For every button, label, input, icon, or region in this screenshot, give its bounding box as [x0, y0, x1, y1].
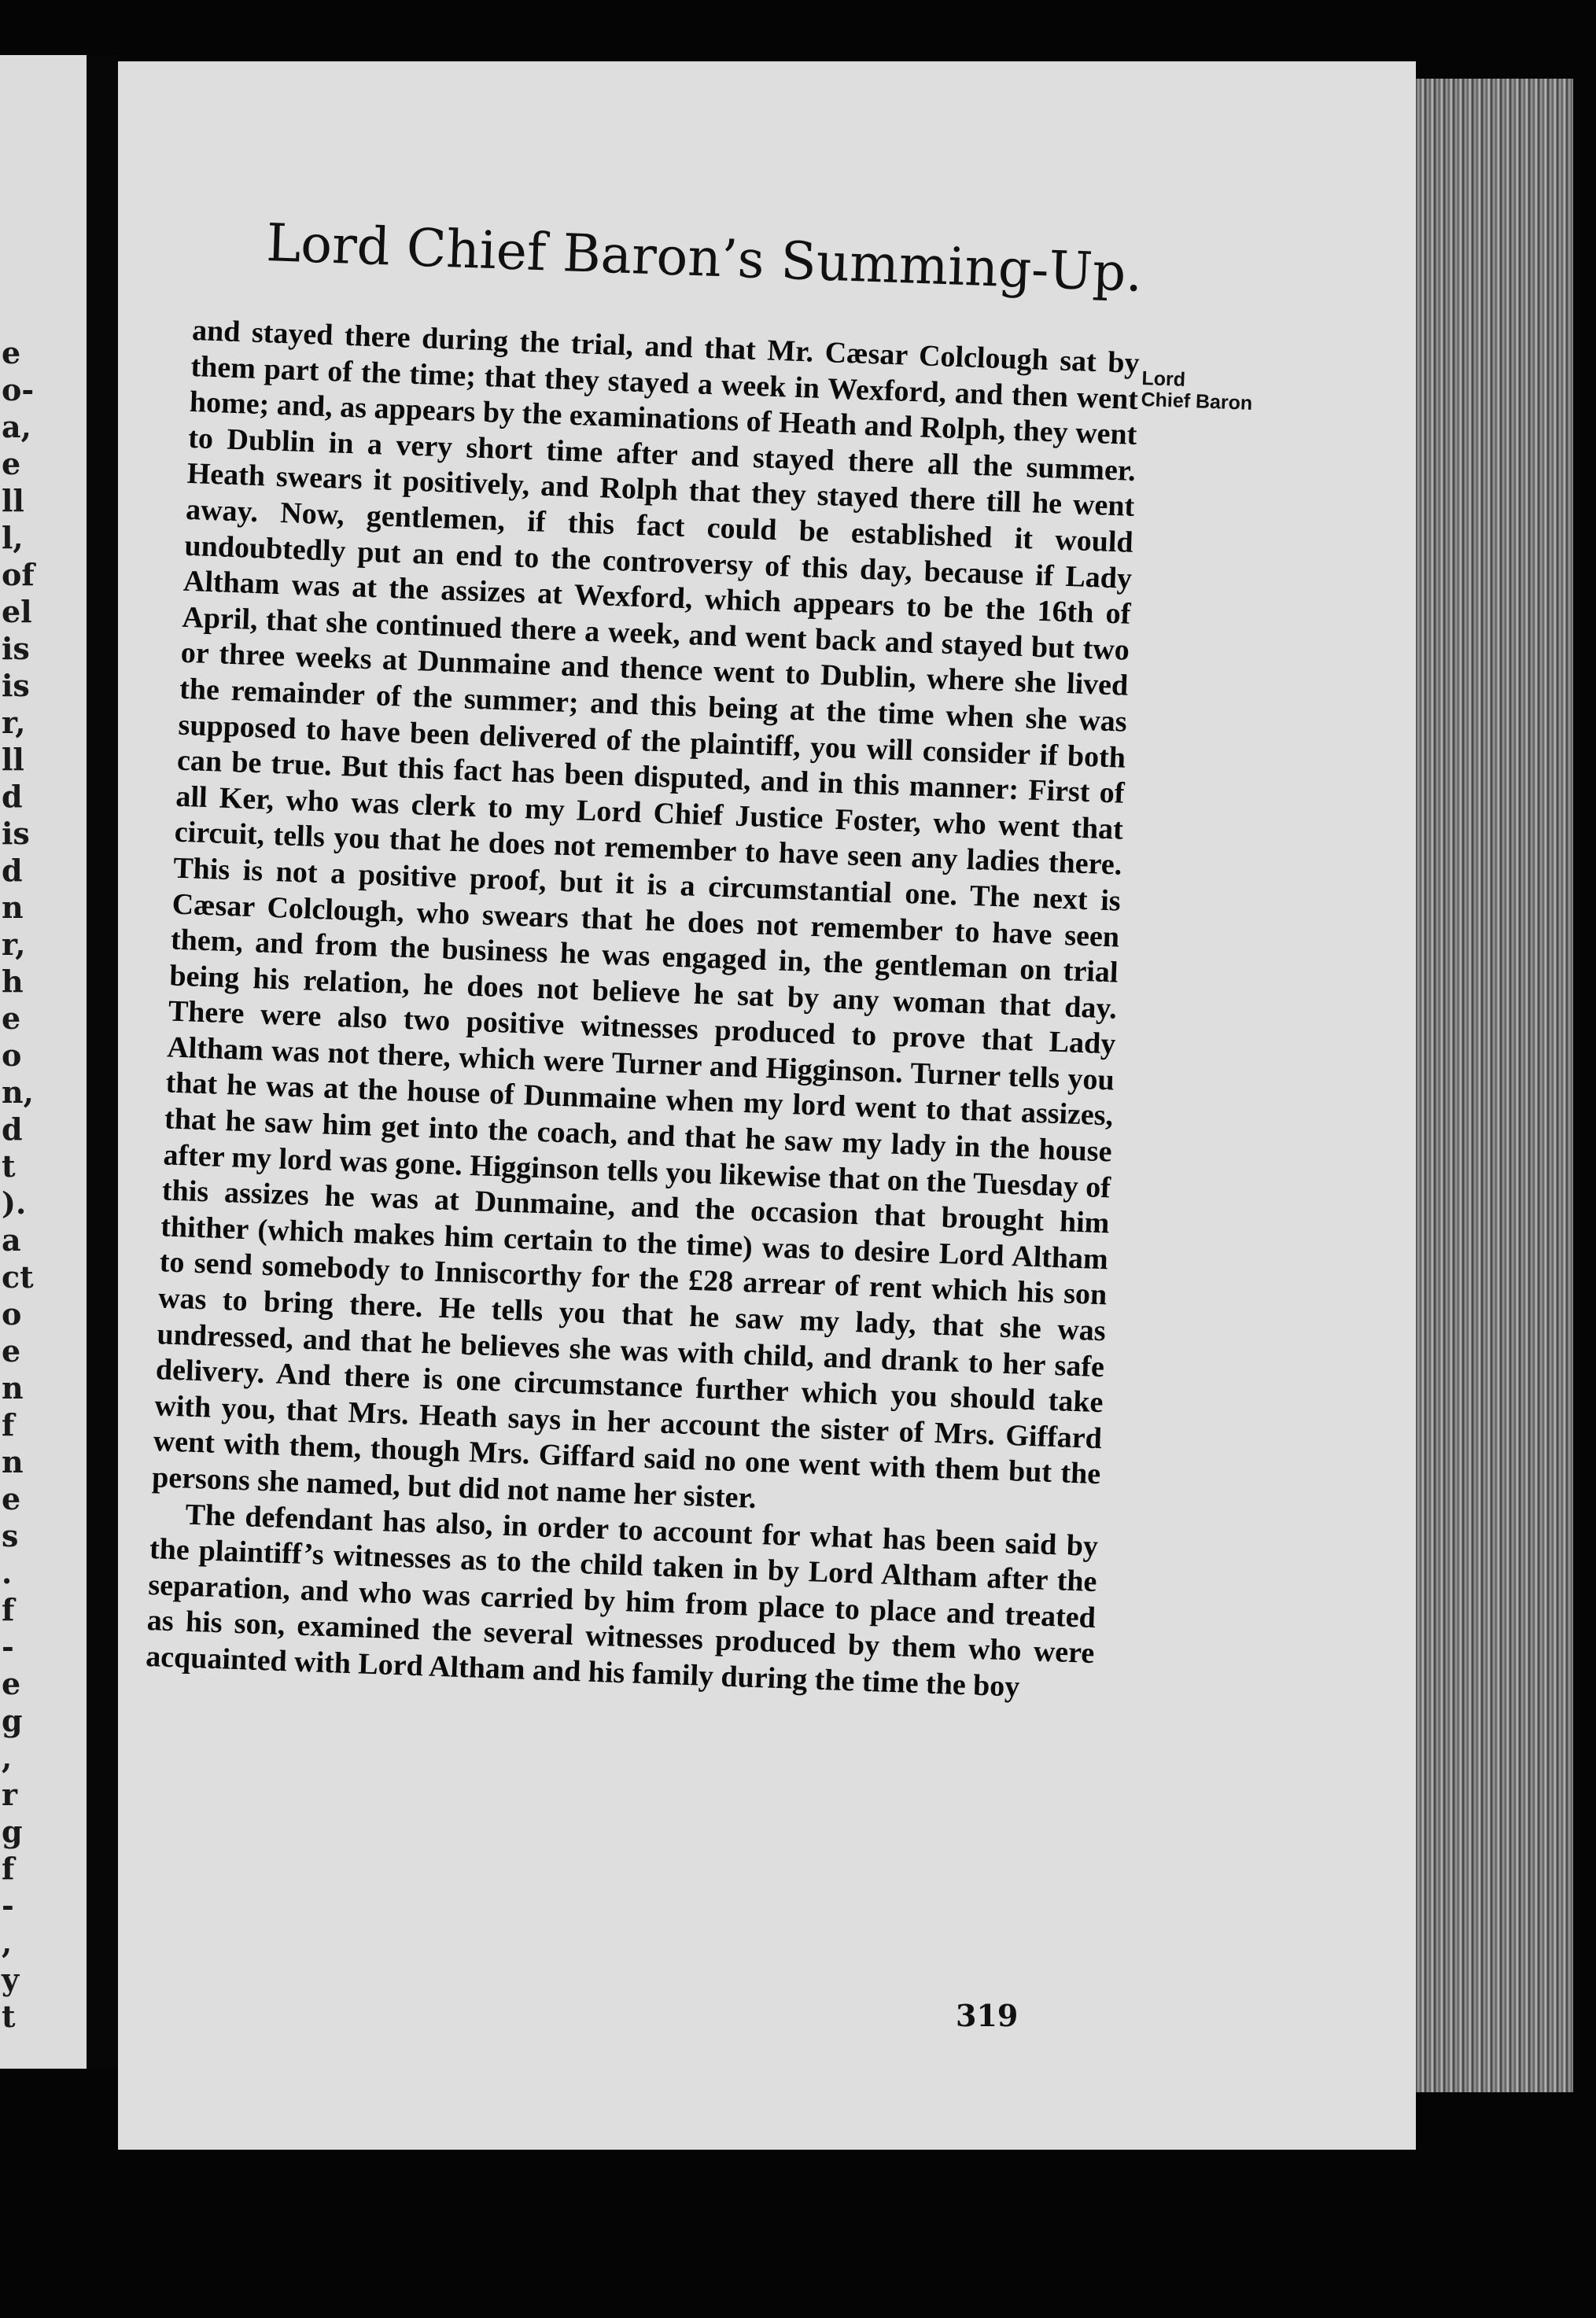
margin-sidenote	[1141, 368, 1299, 416]
left-margin-fragment: ll	[2, 742, 24, 777]
left-margin-fragment: ct	[2, 1259, 34, 1295]
left-margin-fragment: r,	[2, 927, 26, 962]
left-margin-fragment: d	[2, 1111, 23, 1147]
left-margin-fragment: h	[2, 964, 24, 999]
left-margin-fragment: ll	[2, 483, 24, 518]
left-margin-fragment: o-	[2, 372, 35, 407]
page-number: 319	[956, 1998, 1019, 2033]
left-margin-fragment: e	[2, 1001, 21, 1036]
left-margin-fragment: e	[2, 1666, 21, 1701]
left-margin-fragment: -	[2, 1629, 14, 1664]
left-margin-fragment: t	[2, 1148, 16, 1184]
left-margin-fragment: g	[2, 1814, 23, 1849]
page-title: Lord Chief Baron’s Summing-Up.	[265, 212, 1144, 304]
left-margin-fragment: t	[2, 1999, 16, 2034]
left-margin-fragment: .	[2, 1555, 13, 1590]
left-margin-fragment: e	[2, 1333, 21, 1369]
left-margin-fragment: e	[2, 446, 21, 481]
left-margin-fragment: l,	[2, 520, 24, 555]
left-margin-fragment: n	[2, 1444, 24, 1480]
left-margin-fragment: -	[2, 1888, 14, 1923]
left-margin-fragment: f	[2, 1592, 15, 1627]
left-margin-fragment: is	[2, 816, 30, 851]
left-margin-fragment: d	[2, 853, 23, 888]
body-text	[146, 313, 1141, 1708]
left-margin-fragment: f	[2, 1407, 15, 1443]
left-margin-fragment: is	[2, 668, 30, 703]
sidenote-line: Lord	[1141, 367, 1186, 391]
left-margin-fragment: n,	[2, 1074, 34, 1110]
left-margin-fragment: r	[2, 1777, 18, 1812]
sidenote-line: Chief Baron	[1141, 388, 1253, 415]
paragraph-1: and stayed there during the trial, and that Mr. Cæsar Colclough sat by them part of the time; that they stayed a week in Wexford, and then went home; and, as appears by the examinations of Heath and Rolph, they went to Dublin in a very short time after and stayed there all the summer. Heath swears it positively, and Rolph that they stayed there till he went away. Now, gentlemen, if this fact could be established it would undoubtedly put an end to the controversy of this day, because if Lady Altham was at the assizes at Wexford, which appears to be the 16th of April, that she continued there a week, and went back and stayed but two or three weeks at Dunmaine and thence went to Dublin, where she lived the remainder of the summer; and this being at the time when she was supposed to have been delivered of the plaintiff, you will consider if both can be true. But this fact has been disputed, and in this manner: First of all Ker, who was clerk to my Lord Chief Justice Foster, who went that circuit, tells you that he does not remember to have seen any ladies there. This is not a positive proof, but it is a circumstantial one. The next is Cæsar Colclough, who swears that he does not remember to have seen them, and from the business he was engaged in, the gentleman on trial being his relation, he does not believe he sat by any woman that day. There were also two positive witnesses produced to prove that Lady Altham was not there, which were Turner and Higginson. Turner tells you that he was at the house of Dunmaine when my lord went to that assizes, that he saw him get into the coach, and that he saw my lady in the house after my lord was gone. Higginson tells you likewise that on the Tuesday of this assizes he was at Dunmaine, and the occasion that brought him thither (which makes him certain to the time) was to desire Lord Altham to send somebody to Inniscorthy for the £28 arrear of rent which his son was to bring there. He tells you that he saw my lady, that she was undressed, and that he believes she was with child, and drank to her safe delivery. And there is one circumstance further which you should take with you, that Mrs. Heath says in her account the sister of Mrs. Giffard went with them, though Mrs. Giffard said no one went with them but the persons she named, but did not name her sister.	[151, 313, 1141, 1515]
left-margin-fragment: y	[2, 1962, 20, 1997]
left-margin-fragment: of	[2, 557, 35, 592]
left-margin-fragment: a	[2, 1222, 21, 1258]
left-margin-fragment: a,	[2, 409, 31, 444]
left-margin-fragment: ,	[2, 1925, 13, 1960]
left-margin-fragment: is	[2, 631, 30, 666]
page-edges	[1416, 79, 1573, 2092]
left-margin-fragment: e	[2, 1481, 21, 1516]
left-margin-fragment: e	[2, 335, 21, 370]
left-margin-fragment: g	[2, 1703, 23, 1738]
left-margin-fragment: ).	[2, 1185, 27, 1221]
left-margin-fragment: s	[2, 1518, 19, 1553]
left-margin-fragment: el	[2, 594, 32, 629]
left-margin-fragment: r,	[2, 705, 26, 740]
book-gutter	[87, 55, 118, 2069]
left-margin-fragment: o	[2, 1296, 22, 1332]
left-margin-fragment: f	[2, 1851, 15, 1886]
paragraph-2: The defendant has also, in order to account for what has been said by the plaintiff’s witnesses as to the child taken in by Lord Altham after the separation, and who was carried by him from place to place and treated as his son, examined the several witnesses produced by them who were acquainted with Lord Altham and his family during the time the boy	[145, 1498, 1099, 1704]
left-margin-fragment: n	[2, 1370, 24, 1406]
left-margin-fragment: d	[2, 779, 23, 814]
left-margin-fragment: o	[2, 1037, 22, 1073]
left-margin-fragment: n	[2, 890, 24, 925]
left-margin-fragment: ,	[2, 1740, 13, 1775]
